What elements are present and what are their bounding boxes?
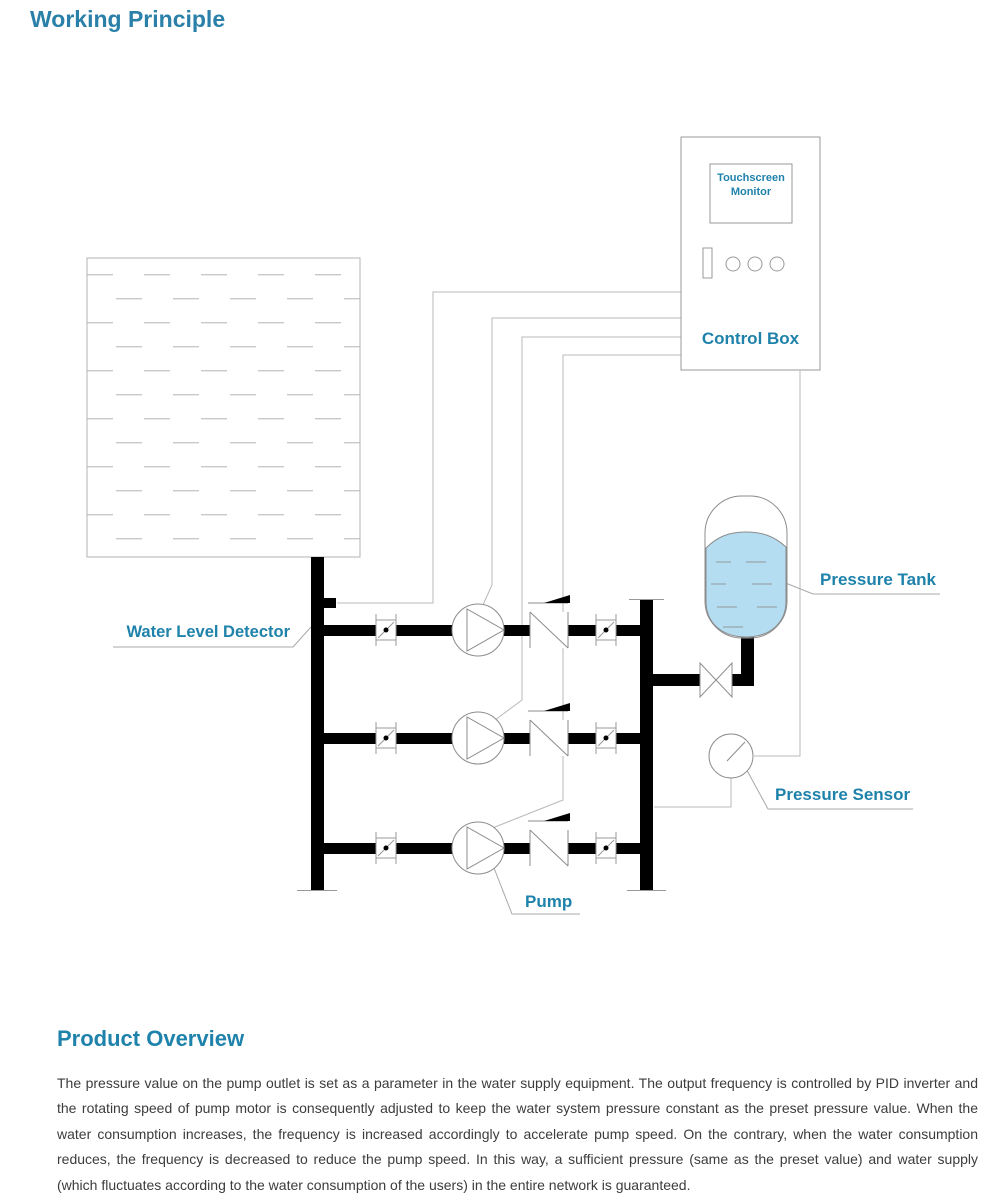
tank-riser-pipe [741, 635, 754, 686]
butterfly-valve-icon [376, 614, 396, 646]
tank-branch-pipe-left [653, 674, 701, 686]
water-level-detector-stub [324, 598, 336, 608]
right-manifold-pipe [640, 600, 653, 890]
pump-icon [452, 712, 504, 764]
wire-pump-2 [495, 337, 681, 720]
butterfly-valve-icon [376, 722, 396, 754]
touchscreen-monitor-label: Touchscreen Monitor [717, 172, 785, 198]
pressure-tank-vessel [705, 496, 787, 638]
pump-icon [452, 822, 504, 874]
butterfly-valve-icon [376, 832, 396, 864]
indicator-button-icon [726, 257, 740, 271]
left-manifold-pipe [311, 557, 324, 890]
check-valve-icon [528, 703, 570, 756]
water-tank [87, 258, 360, 557]
gate-valve-icon [700, 663, 732, 697]
overview-paragraph: The pressure value on the pump outlet is set as a parameter in the water supply equipment. The output frequency is controlled by PID inverter and the rotating speed of pump motor is consequently adjusted to keep the water system pressure constant as the preset pressure value. When the water consumption increases, the frequency is increased accordingly to accelerate pump speed. On the contrary, when the water consumption reduces, the frequency is decreased to reduce the pump speed. In this way, a sufficient pressure (same as the preset value) and water supply (which fluctuates according to the water consumption of the users) in the entire network is guaranteed. [57, 1075, 978, 1193]
check-valve-icon [528, 813, 570, 866]
power-switch-icon [703, 248, 712, 278]
page-title: Working Principle [30, 6, 226, 32]
indicator-button-icon [748, 257, 762, 271]
wire-water-level [337, 292, 681, 603]
pressure-sensor-label: Pressure Sensor [775, 785, 911, 804]
pressure-tank-label: Pressure Tank [820, 570, 936, 589]
water-level-detector-label: Water Level Detector [126, 623, 290, 641]
indicator-button-icon [770, 257, 784, 271]
butterfly-valve-icon [596, 614, 616, 646]
check-valve-icon [528, 595, 570, 648]
pump-icon [452, 604, 504, 656]
pump-label: Pump [525, 892, 573, 911]
butterfly-valve-icon [596, 832, 616, 864]
section-heading: Product Overview [57, 1026, 245, 1051]
control-box-label: Control Box [701, 329, 800, 348]
wire-pump-1 [482, 318, 681, 607]
wire-sensor-tap [654, 778, 731, 807]
butterfly-valve-icon [596, 722, 616, 754]
pressure-gauge-icon [709, 734, 753, 778]
